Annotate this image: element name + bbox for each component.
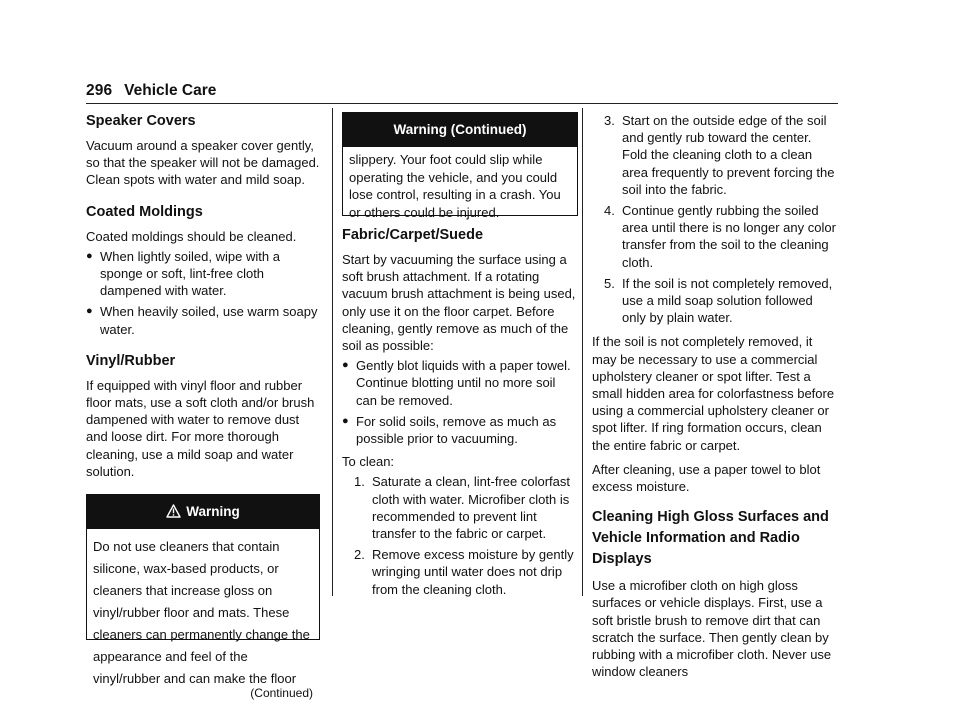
continued-label: (Continued) — [250, 686, 313, 701]
column-divider — [582, 108, 583, 596]
bullet-icon: ● — [342, 359, 349, 372]
list-item: 5. If the soil is not completely removed, use a mild soap solution followed only by plain water. — [604, 275, 833, 326]
warning-body — [343, 147, 577, 227]
warning-body — [87, 529, 319, 706]
column-divider — [332, 108, 333, 596]
list-item: ● Gently blot liquids with a paper towel. Continue blotting until no more soil can be removed. — [342, 358, 571, 408]
list-item: 1. Saturate a clean, lint-free colorfast cloth with water. Microfiber cloth is recommended to prevent lint transfer to the fabric or carpet. — [354, 474, 570, 542]
warning-text: Do not use cleaners that contain silicone, wax-based products, or cleaners that increase gloss on vinyl/rubber floor and mats. These cleaners can permanently change the appearance and feel of the vinyl/rubber and can make the floor — [93, 539, 310, 687]
paragraph: Coated moldings should be cleaned. — [86, 228, 297, 244]
bullet-icon: ● — [86, 249, 93, 262]
column-2 — [342, 112, 578, 598]
heading-coated-moldings: Coated Moldings — [86, 203, 203, 220]
section-title: Vehicle Care — [124, 82, 217, 99]
bullet-icon: ● — [86, 305, 93, 318]
list-item: 4. Continue gently rubbing the soiled area until there is no longer any color transfer from the soil to the cleaning cloth. — [604, 203, 836, 270]
list-item: 2. Remove excess moisture by gently wringing until water does not drip from the cleaning cloth. — [354, 547, 574, 597]
heading-vinyl-rubber: Vinyl/Rubber — [86, 352, 176, 369]
warning-text: slippery. Your foot could slip while operating the vehicle, and you could lose control, resulting in a crash. You or others could be injured. — [349, 152, 561, 220]
heading-speaker-covers: Speaker Covers — [86, 113, 196, 129]
column-1 — [86, 112, 320, 701]
header-rule — [86, 103, 838, 104]
list-item: ● For solid soils, remove as much as possible prior to vacuuming. — [342, 413, 557, 447]
warning-header: Warning (Continued) — [343, 113, 577, 147]
paragraph: If the soil is not completely removed, it may be necessary to use a commercial upholstery cleaner or spot lifter. Test a small hidden area for colorfastness before using a commercial upholstery cleaner or spot lifter. If ring formation occurs, clean the entire fabric or carpet. — [592, 334, 835, 453]
bullet-list — [342, 357, 578, 447]
numbered-list — [342, 473, 578, 597]
warning-box-continued — [342, 112, 578, 220]
page-number: 296 — [86, 82, 113, 99]
paragraph: After cleaning, use a paper towel to blot excess moisture. — [592, 461, 821, 495]
paragraph: Use a microfiber cloth on high gloss surfaces or vehicle displays. First, use a soft bristle brush to remove dirt that can scratch the surface. Then gently clean by rubbing with a microfiber cloth. Never use window cleaners — [592, 578, 832, 680]
bullet-icon: ● — [342, 414, 349, 427]
list-item: ● When lightly soiled, wipe with a sponge or soft, lint-free cloth dampened with water. — [86, 248, 280, 299]
warning-header — [87, 495, 319, 529]
warning-box — [86, 494, 320, 701]
bullet-list — [86, 248, 320, 338]
paragraph: To clean: — [342, 454, 395, 470]
heading-high-gloss: Cleaning High Gloss Surfaces and Vehicle Information and Radio Displays — [592, 509, 829, 568]
warning-triangle-icon — [166, 504, 181, 518]
list-item: ● When heavily soiled, use warm soapy water. — [86, 304, 318, 337]
column-3 — [592, 112, 838, 680]
paragraph: Start by vacuuming the surface using a soft brush attachment. If a rotating vacuum brush attachment is being used, only use it on the floor carpet. Before cleaning, gently remove as much of the soil as possible: — [342, 252, 576, 354]
heading-fabric-carpet-suede: Fabric/Carpet/Suede — [342, 227, 484, 243]
page-header — [86, 82, 838, 104]
paragraph: If equipped with vinyl floor and rubber floor mats, use a soft cloth and/or brush dampened with water to remove dust and loose dirt. For more thorough cleaning, use a mild soap and water solution. — [86, 377, 315, 479]
warning-title: Warning — [186, 504, 240, 520]
paragraph: Vacuum around a speaker cover gently, so that the speaker will not be damaged. Clean spots with water and mild soap. — [86, 138, 320, 188]
list-item: 3. Start on the outside edge of the soil and gently rub toward the center. Fold the cleaning cloth to a clean area frequently to prevent forcing the soil into the fabric. — [604, 113, 835, 197]
numbered-list — [592, 112, 838, 326]
